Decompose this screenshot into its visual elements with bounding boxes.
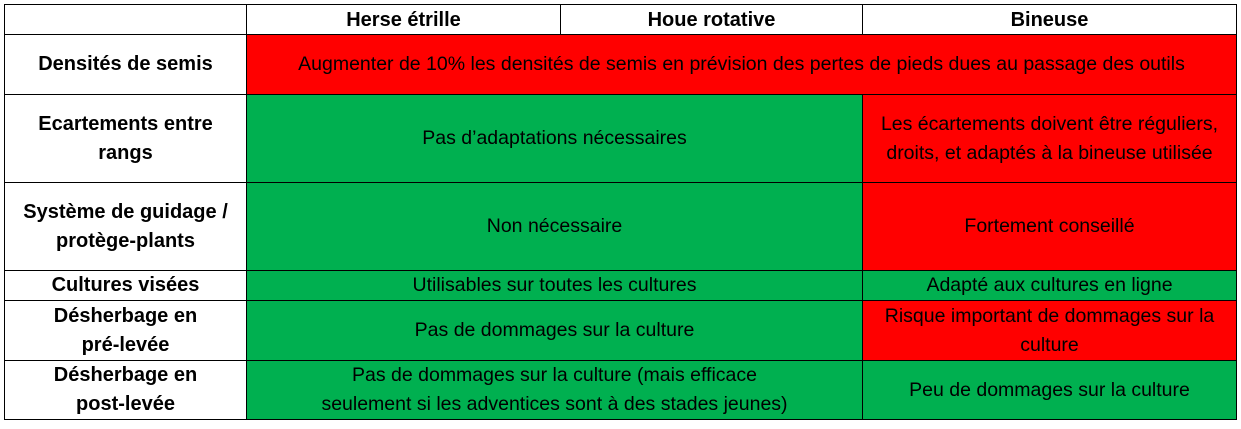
header-houe-rotative: Houe rotative xyxy=(561,5,863,35)
header-herse-etrille: Herse étrille xyxy=(247,5,561,35)
bineuse-cell: Les écartements doivent être réguliers, droits, et adaptés à la bineuse utilisée xyxy=(863,95,1237,183)
row-label: Désherbage en post-levée xyxy=(5,361,247,420)
herse-houe-cell: Utilisables sur toutes les cultures xyxy=(247,271,863,301)
row-label: Désherbage en pré-levée xyxy=(5,301,247,361)
herse-houe-cell: Pas de dommages sur la culture xyxy=(247,301,863,361)
herse-houe-cell: Pas d’adaptations nécessaires xyxy=(247,95,863,183)
bineuse-cell: Adapté aux cultures en ligne xyxy=(863,271,1237,301)
table-row xyxy=(5,301,1237,361)
row-label: Densités de semis xyxy=(5,35,247,95)
table-row xyxy=(5,95,1237,183)
table-row xyxy=(5,183,1237,271)
row-label: Système de guidage / protège-plants xyxy=(5,183,247,271)
bineuse-cell: Risque important de dommages sur la culture xyxy=(863,301,1237,361)
header-row xyxy=(5,5,1237,35)
table-row xyxy=(5,361,1237,420)
header-bineuse: Bineuse xyxy=(863,5,1237,35)
merged-cell: Augmenter de 10% les densités de semis en prévision des pertes de pieds dues au passage des outils xyxy=(247,35,1237,95)
row-label: Ecartements entre rangs xyxy=(5,95,247,183)
table-row xyxy=(5,35,1237,95)
herse-houe-cell: Pas de dommages sur la culture (mais efficace seulement si les adventices sont à des stades jeunes) xyxy=(247,361,863,420)
comparison-table xyxy=(4,4,1237,420)
bineuse-cell: Peu de dommages sur la culture xyxy=(863,361,1237,420)
corner-cell xyxy=(5,5,247,35)
table-row xyxy=(5,271,1237,301)
row-label: Cultures visées xyxy=(5,271,247,301)
herse-houe-cell: Non nécessaire xyxy=(247,183,863,271)
bineuse-cell: Fortement conseillé xyxy=(863,183,1237,271)
